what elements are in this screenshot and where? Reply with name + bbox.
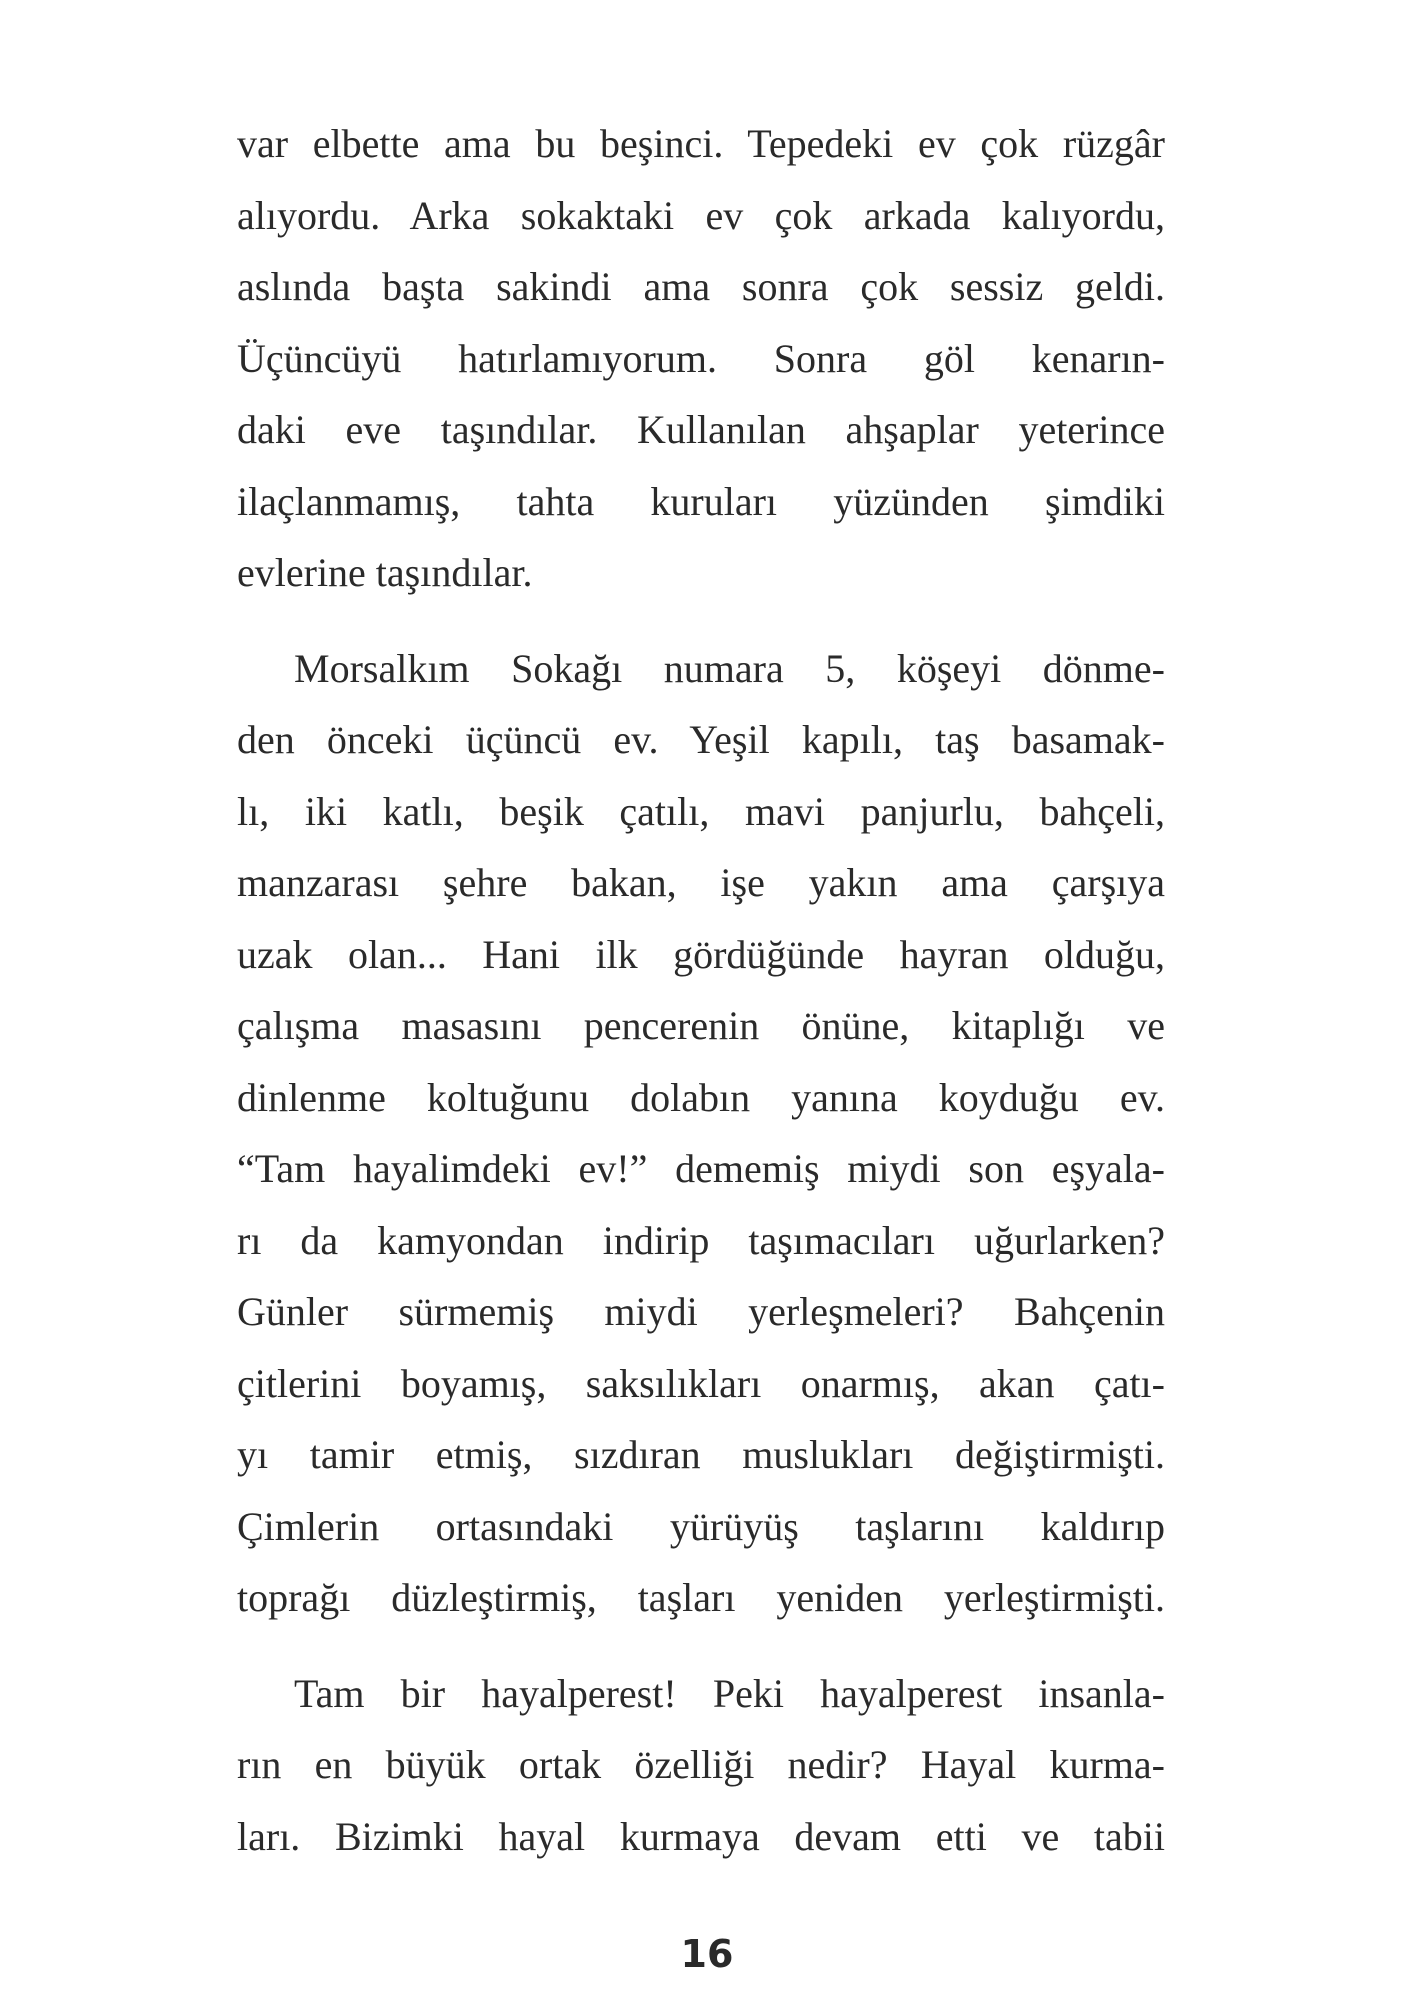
text-line: rın en büyük ortak özelliği nedir? Hayal kurma- [237, 1742, 1165, 1787]
text-line: rı da kamyondan indirip taşımacıları uğurlarken? [237, 1217, 1165, 1263]
text-line: evlerine taşındılar. [237, 550, 533, 595]
text-line: Tam bir hayalperest! Peki hayalperest insanla- [294, 1670, 1165, 1716]
text-line: ilaçlanmamış, tahta kuruları yüzünden şimdiki [237, 478, 1165, 524]
paragraph-2 [237, 633, 1165, 1634]
text-line: toprağı düzleştirmiş, taşları yeniden yerleştirmişti. [237, 1575, 1165, 1620]
text-line: daki eve taşındılar. Kullanılan ahşaplar yeterince [237, 407, 1165, 452]
paragraph-1 [237, 108, 1165, 609]
text-line: uzak olan... Hani ilk gördüğünde hayran olduğu, [237, 931, 1165, 977]
text-line: aslında başta sakindi ama sonra çok sessiz geldi. [237, 264, 1165, 309]
text-line: “Tam hayalimdeki ev!” dememiş miydi son eşyala- [237, 1146, 1165, 1191]
paragraph-3 [237, 1658, 1165, 1873]
text-line: dinlenme koltuğunu dolabın yanına koyduğu ev. [237, 1074, 1165, 1120]
body-text [237, 108, 1165, 1872]
text-line: ları. Bizimki hayal kurmaya devam etti ve tabii [237, 1813, 1165, 1859]
text-line: Morsalkım Sokağı numara 5, köşeyi dönme- [294, 645, 1165, 691]
text-line: var elbette ama bu beşinci. Tepedeki ev çok rüzgâr [237, 121, 1165, 166]
page-number: 16 [680, 1932, 734, 1976]
text-line: den önceki üçüncü ev. Yeşil kapılı, taş basamak- [237, 717, 1165, 762]
text-line: Üçüncüyü hatırlamıyorum. Sonra göl kenarın- [237, 335, 1165, 381]
text-line: alıyordu. Arka sokaktaki ev çok arkada kalıyordu, [237, 192, 1165, 238]
text-line: manzarası şehre bakan, işe yakın ama çarşıya [237, 860, 1165, 905]
text-line: Günler sürmemiş miydi yerleşmeleri? Bahçenin [237, 1289, 1165, 1334]
paragraph-spacer [237, 1634, 1165, 1658]
text-line: yı tamir etmiş, sızdıran muslukları değiştirmişti. [237, 1432, 1165, 1477]
paragraph-spacer [237, 609, 1165, 633]
text-line: çitlerini boyamış, saksılıkları onarmış, akan çatı- [237, 1360, 1165, 1406]
text-line: lı, iki katlı, beşik çatılı, mavi panjurlu, bahçeli, [237, 788, 1165, 834]
text-line: çalışma masasını pencerenin önüne, kitaplığı ve [237, 1003, 1165, 1048]
text-line: Çimlerin ortasındaki yürüyüş taşlarını kaldırıp [237, 1503, 1165, 1549]
